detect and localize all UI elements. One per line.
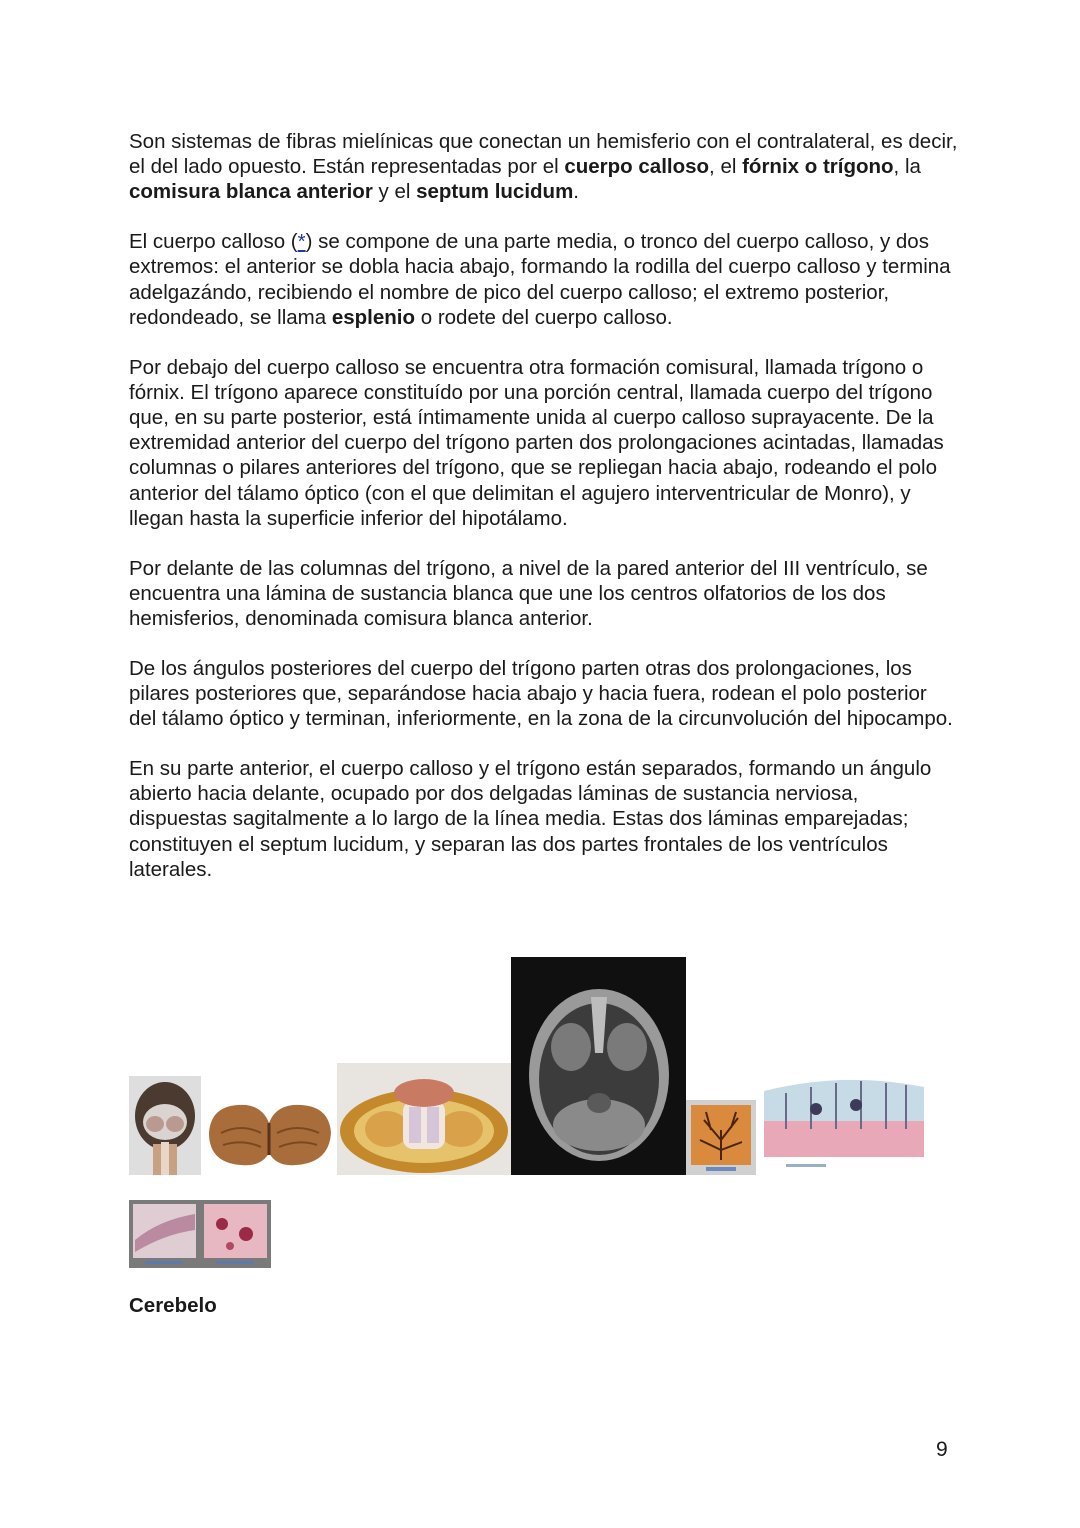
text-run: , el: [709, 155, 743, 179]
section-heading: Cerebelo: [129, 1294, 217, 1317]
bold-term: cuerpo calloso: [564, 155, 710, 179]
cerebellum-specimen-image: [201, 1093, 337, 1175]
bold-term: septum lucidum: [416, 180, 574, 204]
paragraph-commissures: [129, 129, 959, 205]
cerebellar-arbor-thumbnail[interactable]: [686, 1100, 756, 1175]
text-run: o rodete del cuerpo calloso.: [415, 305, 673, 329]
text-run: , la: [893, 155, 921, 179]
text-run: ) se compone de una parte media, o tronco del cuerpo calloso, y dos extremos: el anterior se dobla hacia abajo, formando la rodilla del cuerpo calloso y termina adelgazándo, recibiendo el nombre de pico del cuerpo calloso; el extremo posterior, redondeado, se llama: [129, 230, 951, 329]
paragraph-fornix: Por debajo del cuerpo calloso se encuentra otra formación comisural, llamada trígono o fórnix. El trígono aparece constituído por una porción central, llamada cuerpo del trígono que, en su parte posterior, está íntimamente unida al cuerpo calloso suprayacente. De la extremidad anterior del cuerpo del trígono parten dos prolongaciones acintadas, llamadas columnas o pilares anteriores del trígono, que se repliegan hacia abajo, rodeando el polo anterior del tálamo óptico (con el que delimitan el agujero interventricular de Monro), y llegan hasta la superficie inferior del hipotálamo.: [129, 355, 944, 530]
bold-term: comisura blanca anterior: [129, 180, 373, 204]
bold-term: esplenio: [331, 305, 416, 329]
reference-link[interactable]: *: [297, 230, 306, 254]
paragraph-posterior-pillars: De los ángulos posteriores del cuerpo del trígono parten otras dos prolongaciones, los pilares posteriores que, separándose hacia abajo y hacia fuera, rodean el polo posterior del tálamo óptico y terminan, inferiormente, en la zona de la circunvolución del hipocampo.: [129, 656, 953, 731]
paragraph-septum-lucidum: En su parte anterior, el cuerpo calloso y el trígono están separados, formando un ángulo abierto hacia delante, ocupado por dos delgadas láminas de sustancia nerviosa, dispuestas sagitalmente a lo largo de la línea media. Estas dos láminas emparejadas; constituyen el septum lucidum, y separan las dos partes frontales de los ventrículos laterales.: [129, 757, 932, 881]
head-back-cerebellum-image: [129, 1076, 201, 1175]
paragraph-anterior-commissure: Por delante de las columnas del trígono, a nivel de la pared anterior del III ventrículo, se encuentra una lámina de sustancia blanca que une los centros olfatorios de los dos hemisferios, denominada comisura blanca anterior.: [129, 556, 928, 631]
cerebellum-section-illustration: [337, 1063, 511, 1175]
paragraph-corpus-callosum: [129, 229, 959, 330]
text-run: y el: [372, 180, 417, 204]
histology-thumbnail-1[interactable]: [129, 1200, 200, 1268]
histology-thumbnail-2[interactable]: [200, 1200, 271, 1268]
bold-term: fórnix o trígono: [742, 155, 894, 179]
mri-axial-scan-image: [511, 957, 686, 1175]
text-run: Son sistemas de fibras mielínicas que conectan un hemisferio con el contralateral, es decir, el del lado opuesto. Están representadas por el: [129, 130, 958, 179]
cerebellar-cortex-histology-image: [756, 1069, 931, 1175]
text-run: El cuerpo calloso (: [129, 230, 298, 254]
page-number: 9: [936, 1438, 948, 1461]
text-content: [129, 129, 959, 907]
text-run: .: [573, 180, 579, 204]
